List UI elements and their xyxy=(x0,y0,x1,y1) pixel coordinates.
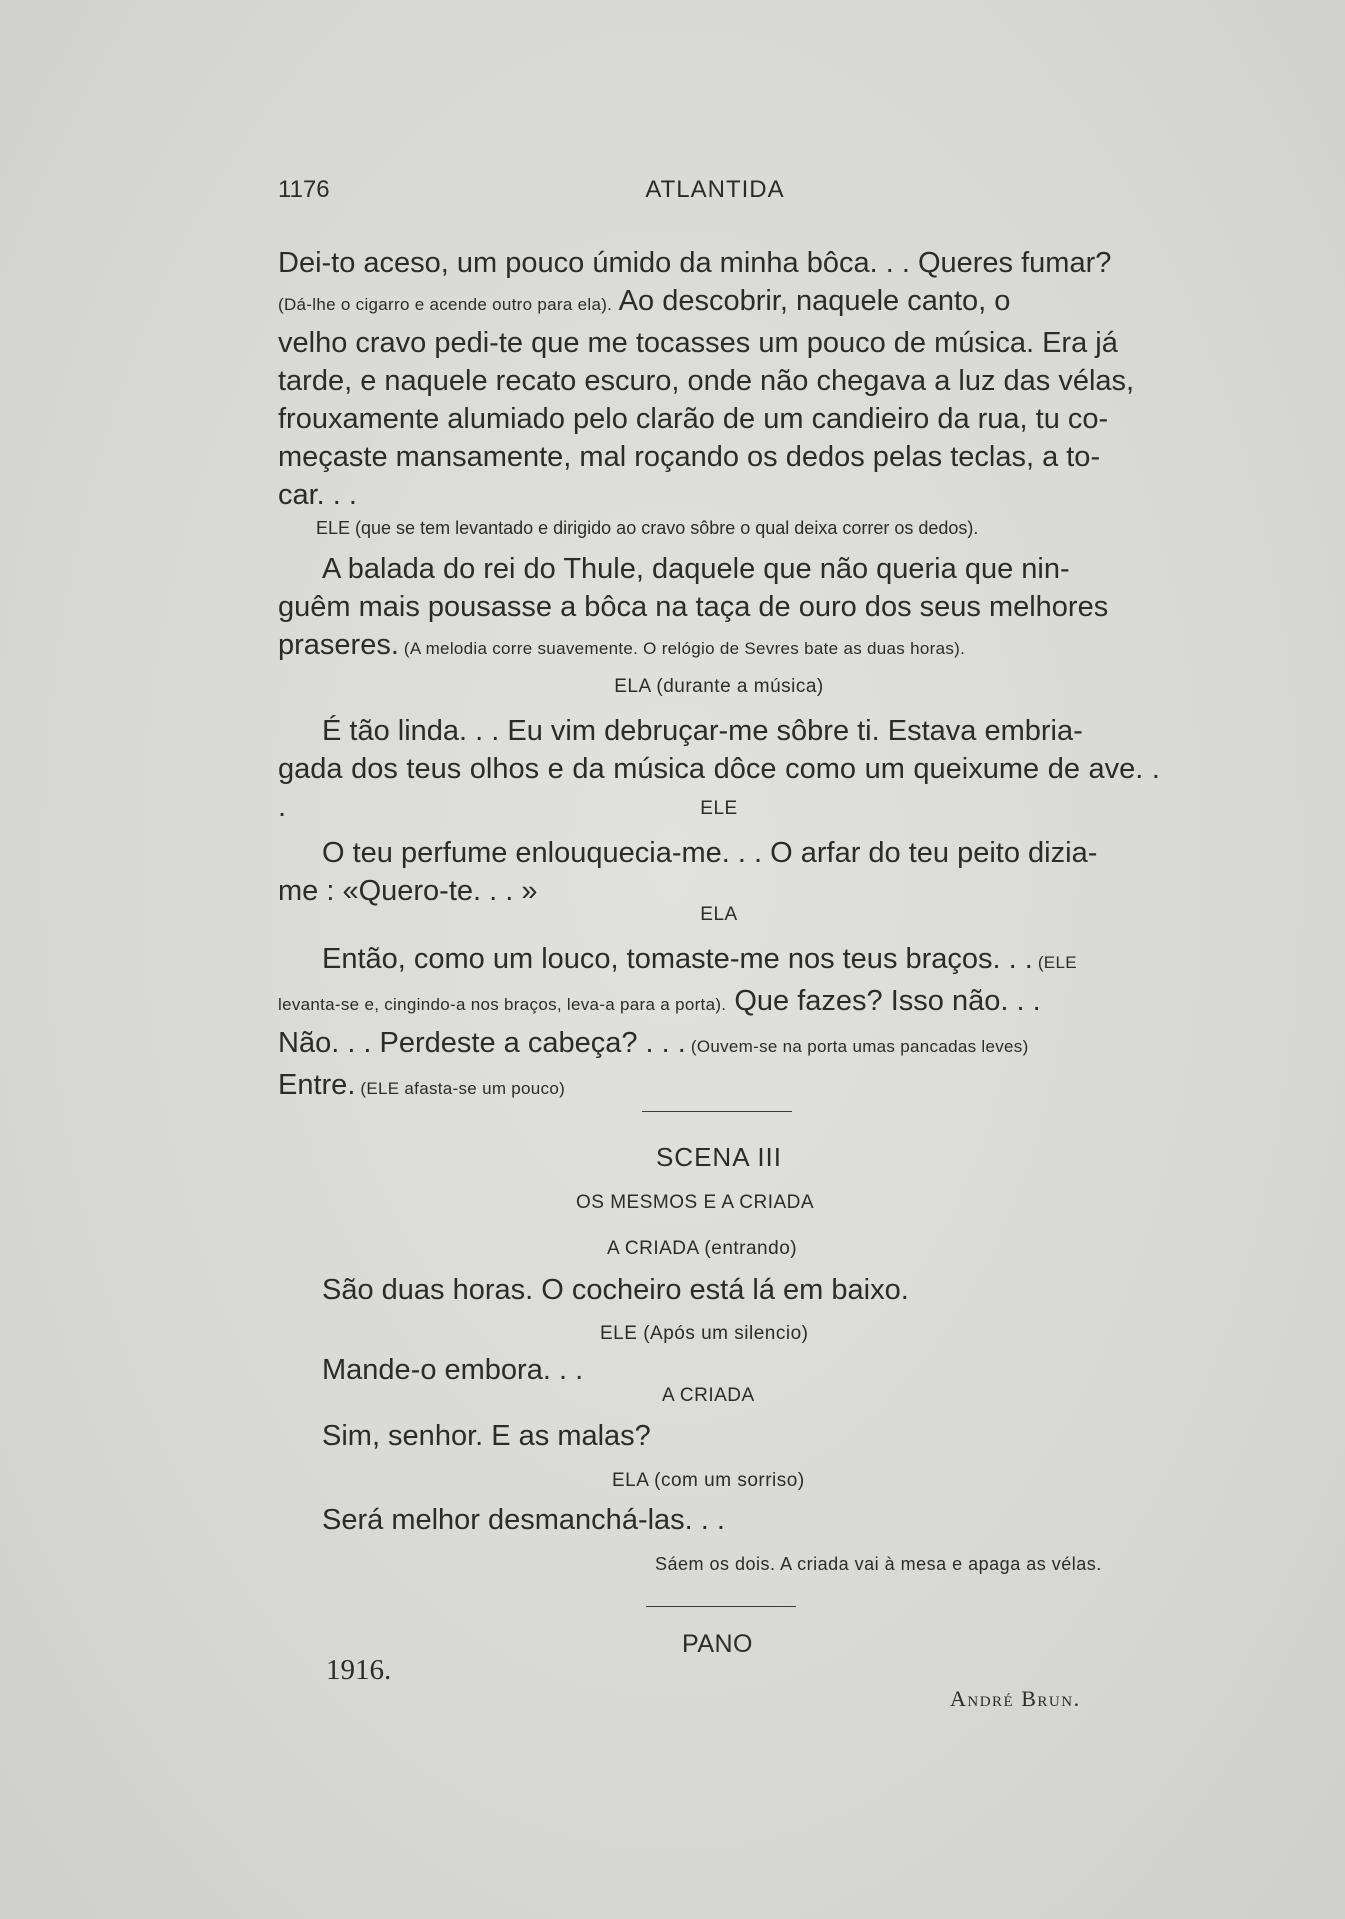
text-line xyxy=(278,982,1160,1024)
speaker-ela xyxy=(278,904,1160,926)
text-line-part: Então, como um louco, tomaste-me nos teus braços. . . xyxy=(322,943,1033,975)
author-signature: André Brun. xyxy=(950,1686,1081,1711)
speaker-ela-music xyxy=(278,676,1160,698)
stage-direction: (ELE xyxy=(1032,953,1077,972)
text-line-part: Ao descobrir, naquele canto, o xyxy=(612,285,1011,317)
speaker-criada: A CRIADA xyxy=(662,1385,755,1406)
page-number: 1176 xyxy=(278,176,330,203)
text-line: meçaste mansamente, mal roçando os dedos pelas teclas, a to- xyxy=(278,441,1101,473)
text-line: tarde, e naquele recato escuro, onde não chegava a luz das vélas, xyxy=(278,365,1135,397)
stage-direction: (ELE afasta-se um pouco) xyxy=(355,1079,566,1098)
speaker-label: ELA xyxy=(700,904,738,925)
text-line: velho cravo pedi-te que me tocasses um pouco de música. Era já xyxy=(278,327,1118,359)
final-stage-direction: Sáem os dois. A criada vai à mesa e apaga as vélas. xyxy=(655,1554,1102,1574)
closing-divider xyxy=(646,1606,796,1607)
paragraph-1 xyxy=(278,244,1160,514)
speaker-ele-silencio: ELE (Após um silencio) xyxy=(600,1323,809,1344)
dialogue-criada-1: São duas horas. O cocheiro está lá em baixo. xyxy=(322,1274,909,1306)
dialogue-criada-2: Sim, senhor. E as malas? xyxy=(322,1420,651,1452)
curtain-label: PANO xyxy=(682,1630,753,1658)
year-date: 1916. xyxy=(326,1654,392,1686)
text-line xyxy=(278,1066,1160,1108)
text-line-part: praseres. xyxy=(278,629,399,661)
stage-direction: (Ouvem-se na porta umas pancadas leves) xyxy=(685,1037,1029,1056)
text-line xyxy=(278,282,1160,324)
text-line-part: Que fazes? Isso não. . . xyxy=(726,985,1041,1017)
paragraph-5 xyxy=(278,940,1160,1108)
scene-title: SCENA III xyxy=(655,1142,783,1172)
speaker-label: ELA (durante a música) xyxy=(614,676,824,697)
text-line: gada dos teus olhos e da música dôce como um queixume de ave. . . xyxy=(278,753,1160,823)
dialogue-ela: Será melhor desmanchá-las. . . xyxy=(322,1504,725,1536)
stage-direction-ele xyxy=(316,516,1162,540)
text-line xyxy=(278,1024,1160,1066)
speaker-label: ELE xyxy=(700,798,738,819)
scene-characters: OS MESMOS E A CRIADA xyxy=(576,1192,815,1213)
text-line xyxy=(278,940,1160,982)
text-line-part: Entre. xyxy=(278,1069,356,1101)
text-line: frouxamente alumiado pelo clarão de um candieiro da rua, tu co- xyxy=(278,403,1109,435)
speaker-ele xyxy=(278,798,1160,820)
scene-title-block xyxy=(278,1142,1160,1182)
paragraph-4 xyxy=(278,834,1160,910)
text-line: A balada do rei do Thule, daquele que não queria que nin- xyxy=(322,553,1070,585)
text-line-part: Não. . . Perdeste a cabeça? . . . xyxy=(278,1027,686,1059)
text-line: guêm mais pousasse a bôca na taça de ouro dos seus melhores xyxy=(278,591,1109,623)
text-line: me : «Quero-te. . . » xyxy=(278,875,538,907)
page-header xyxy=(272,176,1158,206)
text-line: car. . . xyxy=(278,479,357,511)
dialogue-ele: Mande-o embora. . . xyxy=(322,1354,584,1386)
stage-direction-text: ELE (que se tem levantado e dirigido ao cravo sôbre o qual deixa correr os dedos). xyxy=(316,518,979,538)
stage-direction: (Dá-lhe o cigarro e acende outro para ela). xyxy=(278,295,613,314)
text-line: É tão linda. . . Eu vim debruçar-me sôbre ti. Estava embria- xyxy=(322,715,1083,747)
running-title: ATLANTIDA xyxy=(645,176,785,203)
paragraph-2 xyxy=(278,550,1160,668)
text-line: O teu perfume enlouquecia-me. . . O arfar do teu peito dizia- xyxy=(322,837,1098,869)
stage-direction: (A melodia corre suavemente. O relógio de Sevres bate as duas horas). xyxy=(398,639,966,658)
text-line: Dei-to aceso, um pouco úmido da minha bôca. . . Queres fumar? xyxy=(278,247,1112,279)
speaker-criada-entrando: A CRIADA (entrando) xyxy=(607,1238,798,1259)
speaker-ela-sorriso: ELA (com um sorriso) xyxy=(612,1470,805,1491)
stage-direction: levanta-se e, cingindo-a nos braços, leva-a para a porta). xyxy=(278,995,727,1014)
section-divider xyxy=(642,1111,792,1112)
text-line xyxy=(278,626,1160,668)
